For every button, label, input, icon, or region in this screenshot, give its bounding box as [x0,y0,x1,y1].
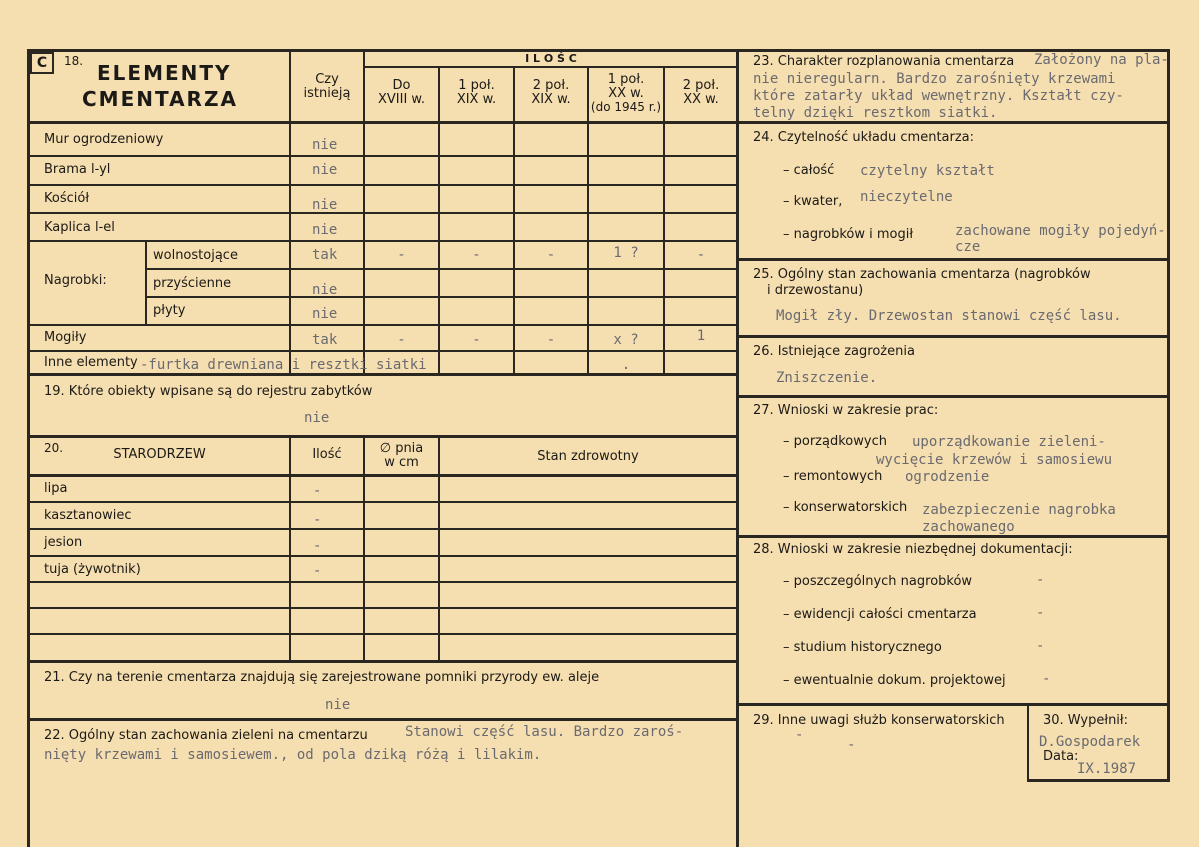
col-19c2-line1: 2 poł. [532,78,570,93]
section-25-value: Mogił zły. Drzewostan stanowi część lasu. [776,308,1122,324]
tree-quantity: - [313,563,322,579]
row-wall-value: nie [312,137,338,153]
documentation-item-value: - [1042,671,1051,687]
works-cleanup-label: – porządkowych [783,434,887,449]
row-graves-18c: - [397,332,406,348]
section-28-label: 28. Wnioski w zakresie niezbędnej dokumentacji: [753,542,1073,557]
documentation-item-value: - [1036,605,1045,621]
works-cleanup-value-line1: uporządkowanie zieleni- [912,434,1106,450]
row-graves-20c1: x ? [613,332,639,348]
col-18c-line2: XVIII w. [377,92,425,107]
table-line [27,607,738,609]
table-line [27,581,738,583]
col-trunk-diameter-line1: ∅ pnia [379,441,424,456]
section-20-number: 20. [44,441,64,455]
row-tombs-label: Nagrobki: [44,273,107,288]
table-line [738,258,1170,261]
row-slabs-value: nie [312,306,338,322]
documentation-item-label: – ewidencji całości cmentarza [783,607,977,622]
legibility-whole-label: – całość [783,163,835,178]
row-graves-19c1: - [472,332,481,348]
table-line [738,535,1170,538]
row-slabs-label: płyty [153,303,186,318]
table-line [27,633,738,635]
legibility-whole-value: czytelny kształt [860,163,995,179]
table-line [438,435,440,661]
col-20c2-line1: 2 poł. [682,78,720,93]
table-line [363,66,737,68]
table-line [1027,703,1029,782]
row-wall-mounted-label: przyścienne [153,276,232,291]
documentation-item-value: - [1036,572,1045,588]
table-line [738,121,1170,124]
table-line [27,474,738,477]
table-line [513,66,515,373]
section-25-label-line2: i drzewostanu) [767,283,864,298]
table-line [1027,779,1170,782]
table-line [27,184,738,186]
section-23-value-line2: nie nieregularn. Bardzo zarośnięty krzewami [753,71,1116,87]
legibility-tombs-label: – nagrobków i mogił [783,227,914,242]
section-24-label: 24. Czytelność układu cmentarza: [753,130,975,145]
row-other-dot: . [621,357,631,373]
section-25-label-line1: 25. Ogólny stan zachowania cmentarza (nagrobków [753,267,1091,282]
row-other-value: -furtka drewniana i resztki siatki [140,357,427,373]
table-line [27,212,738,214]
section-23-value-line4: telny dzięki resztkom siatki. [753,105,998,121]
section-21-value: nie [325,697,351,713]
section-30-label: 30. Wypełnił: [1043,713,1128,728]
row-freestanding-19c2: - [546,247,556,263]
col-quantity-header: I L O Ś C [525,52,577,65]
legibility-quarters-label: – kwater, [783,194,843,209]
table-line [27,121,738,124]
row-wall-label: Mur ogrodzeniowy [44,132,164,147]
table-line [27,435,738,438]
section-21-label: 21. Czy na terenie cmentarza znajdują się zarejestrowane pomniki przyrody ew. aleje [44,670,600,685]
tree-name: jesion [44,535,83,550]
section-18-title-line2: CMENTARZA [82,87,238,111]
table-line [27,240,738,242]
col-20c2-line2: XX w. [683,92,719,107]
row-graves-20c2: 1 [696,328,706,344]
tree-name: lipa [44,481,68,496]
table-line [27,324,738,326]
row-chapel-value: nie [312,222,338,238]
table-line [27,373,738,376]
row-graves-value: tak [312,332,338,348]
table-line [738,395,1170,398]
tree-name: kasztanowiec [44,508,132,523]
tree-quantity: - [313,538,322,554]
col-20c1-line2: XX w. [608,86,644,101]
row-graves-19c2: - [546,332,556,348]
c-box [30,52,54,74]
tree-quantity: - [313,483,322,499]
col-20c1-line1: 1 poł. [607,72,645,87]
row-church-label: Kościół [44,191,90,206]
documentation-item-label: – poszczególnych nagrobków [783,574,973,589]
table-line [145,268,738,270]
col-trunk-diameter-line2: w cm [384,455,419,470]
col-exists-line2: istnieją [303,86,351,101]
section-29-value-2: - [847,737,856,753]
col-18c-line1: Do [392,78,411,93]
works-conservation-value-line2: zachowanego [922,519,1015,535]
table-line [438,66,440,373]
works-repair-value: ogrodzenie [905,469,990,485]
section-22-value-line1: Stanowi część lasu. Bardzo zaroś- [405,724,684,740]
legibility-tombs-value-line1: zachowane mogiły pojedyń- [955,223,1166,239]
row-freestanding-20c1: 1 ? [613,245,639,261]
frame-line [1167,49,1170,782]
table-line [663,66,665,373]
works-conservation-label: – konserwatorskich [783,500,908,515]
section-20-title: STARODRZEW [113,447,206,462]
table-line [27,528,738,530]
table-line [738,703,1170,706]
section-18-title-line1: ELEMENTY [97,61,232,85]
table-line [145,296,738,298]
works-cleanup-value-line2: wycięcie krzewów i samosiewu [876,452,1113,468]
tree-quantity: - [313,512,322,528]
section-27-label: 27. Wnioski w zakresie prac: [753,403,939,418]
table-line [27,501,738,503]
section-22-label: 22. Ogólny stan zachowania zieleni na cmentarzu [44,728,368,743]
section-29-value-1: - [795,727,804,743]
row-freestanding-18c: - [397,247,406,263]
date-value: IX.1987 [1077,761,1137,777]
table-line [738,335,1170,338]
col-exists-line1: Czy [315,72,339,87]
row-freestanding-value: tak [312,247,338,263]
works-conservation-value-line1: zabezpieczenie nagrobka [922,502,1116,518]
table-line [145,240,147,324]
row-freestanding-20c2: - [696,247,706,263]
row-church-value: nie [312,197,338,213]
documentation-item-label: – studium historycznego [783,640,942,655]
works-repair-label: – remontowych [783,469,883,484]
c-box-label: C [36,55,48,71]
section-29-label: 29. Inne uwagi służb konserwatorskich [753,713,1005,728]
row-freestanding-label: wolnostojące [153,248,238,263]
row-chapel-label: Kaplica l-el [44,220,115,235]
row-other-label: Inne elementy [44,355,138,370]
date-label: Data: [1043,749,1079,764]
documentation-item-value: - [1036,638,1045,654]
documentation-item-label: – ewentualnie dokum. projektowej [783,673,1006,688]
section-23-label: 23. Charakter rozplanowania cmentarza [753,54,1015,69]
col-19c1-line2: XIX w. [456,92,497,107]
col-19c1-line1: 1 poł. [458,78,495,93]
section-18-number: 18. [64,54,84,68]
section-26-value: Zniszczenie. [776,370,878,386]
section-23-value-line1: Założony na pla- [1034,52,1169,68]
legibility-tombs-value-line2: cze [955,239,981,255]
tree-name: tuja (żywotnik) [44,562,141,577]
table-line [27,350,738,352]
section-19-label: 19. Które obiekty wpisane są do rejestru zabytków [44,384,373,399]
legibility-quarters-value: nieczytelne [860,189,953,205]
col-20c1-line3: (do 1945 r.) [590,100,662,114]
table-line [27,555,738,557]
section-19-value: nie [304,410,330,426]
row-gate-value: nie [312,162,338,178]
table-line [289,435,291,661]
section-23-value-line3: które zatarły układ wewnętrzny. Kształt czy- [753,88,1124,104]
table-line [27,718,738,721]
col-tree-quantity: Ilość [312,447,342,462]
filled-by-name: D.Gospodarek [1039,734,1141,750]
row-wall-mounted-value: nie [312,282,338,298]
section-26-label: 26. Istniejące zagrożenia [753,344,915,359]
col-19c2-line2: XIX w. [531,92,571,107]
frame-line [736,49,739,847]
row-gate-label: Brama l-yl [44,162,111,177]
row-freestanding-19c1: - [472,247,481,263]
row-graves-label: Mogiły [44,330,87,345]
table-line [27,155,738,157]
section-22-value-line2: nięty krzewami i samosiewem., od pola dziką różą i lilakim. [44,747,542,763]
table-line [27,660,738,663]
col-health-condition: Stan zdrowotny [537,449,639,464]
